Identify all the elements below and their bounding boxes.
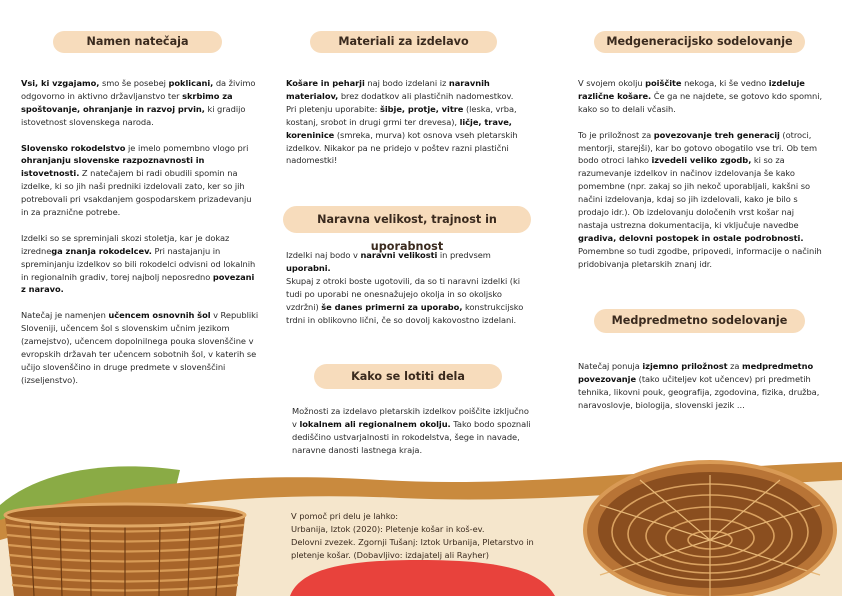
heading-medgeneracijsko-sodelovanje: Medgeneracijsko sodelovanje (594, 31, 805, 53)
heading-naravna-velikost: Naravna velikost, trajnost in uporabnost (283, 206, 531, 233)
text-naravna-velikost (286, 249, 532, 326)
paragraph: Izdelki naj bodo v naravni velikosti in predvsem uporabni. Skupaj z otroki boste ugotovili, da so ti naravni izdelki (ki tudi po uporabi ne onesnažujejo okolja in so okoljsko vzdržni) še danes primerni za uporabo, konstrukcijsko trdni in oblikovno lični, če so dovolj kakovostno izdelani. (286, 250, 524, 325)
heading-medpredmetno-sodelovanje: Medpredmetno sodelovanje (594, 309, 805, 333)
paragraph: Vsi, ki vzgajamo, smo še posebej poklicani, da živimo odgovorno in aktivno državljanstvo ter skrbimo za spoštovanje, ohranjanje in razvoj prvin, ki gradijo istovetnost slovenskega naroda. (21, 78, 256, 127)
text-kako-se-lotiti-dela (292, 405, 532, 457)
paragraph: Izdelki so se spreminjali skozi stoletja, kar je dokaz izrednega znanja rokodelcev. Pri nastajanju in spreminjanju izdelkov so bili rokodelci odvisni od lokalnih in regionalnih gradiv, torej najbolj neposredno povezani z naravo. (21, 232, 256, 295)
paragraph: V svojem okolju poiščite nekoga, ki še vedno izdeluje različne košare. Če ga ne najdete, se gotovo kdo spomni, kako so to delali včasih. (578, 78, 823, 114)
text-namen-natecaja (21, 77, 259, 387)
paragraph: Košare in peharji naj bodo izdelani iz naravnih materialov, brez dodatkov ali plastičnih nadomestkov. Pri pletenju uporabite: šibje, protje, vitre (leska, vrba, kostanj, srobot in drugi grmi ter drevesa), ličje, trave, koreninice (smreka, murva) kot osnova vseh pletarskih izdelkov. Nikakor pa ne pridejo v poštev razni plastični nadomestki! (286, 78, 518, 166)
wicker-bowl-right-image (585, 462, 835, 596)
paragraph: Slovensko rokodelstvo je imelo pomembno vlogo pri ohranjanju slovenske razpoznavnosti in istovetnosti. Z natečajem bi radi obudili spomin na izdelke, ki so jih naši predniki izdelovali zato, ker so jih potrebovali pri vsakdanjem gospodarskem prizadevanju in za praznične potrebe. (21, 142, 252, 218)
text-materiali-za-izdelavo (286, 77, 532, 167)
text-medgeneracijsko-sodelovanje (578, 77, 824, 271)
paragraph: Natečaj je namenjen učencem osnovnih šol v Republiki Sloveniji, učencem šol s slovenskim učnim jezikom (zamejstvo), učencem dopolnilnega pouka slovenščine v evropskih državah ter učencem sobotnih šol, v katerih se učijo slovenščino in druge predmete v slovenščini (izseljenstvo). (21, 310, 259, 385)
heading-namen-natecaja: Namen natečaja (53, 31, 222, 53)
reference-note: V pomoč pri delu je lahko: Urbanija, Iztok (2020): Pletenje košar in koš-ev. Delovni zvezek. Zgornji Tušanj: Iztok Urbanija, Pletarstvo in pletenje košar. (Dobavljivo: izdajatelj ali Rayher) (291, 511, 534, 560)
paragraph: Možnosti za izdelavo pletarskih izdelkov poiščite izključno v lokalnem ali regionalnem okolju. Tako bodo spoznali dediščino ustvarjalnosti in rokodelstva, šege in navade, naravne danosti lastnega kraja. (292, 406, 531, 455)
heading-kako-se-lotiti-dela: Kako se lotiti dela (314, 364, 502, 389)
wicker-basket-left-image (5, 504, 245, 596)
paragraph: Natečaj ponuja izjemno priložnost za medpredmetno povezovanje (tako učiteljev kot učencev) pri predmetih tehnika, likovni pouk, geografija, zgodovina, fizika, družba, naravoslovje, biologija, slovenski jezik ... (578, 361, 820, 410)
heading-materiali-za-izdelavo: Materiali za izdelavo (310, 31, 497, 53)
paragraph: To je priložnost za povezovanje treh generacij (otroci, mentorji, starejši), kar bo gotovo obogatilo vse tri. Ob tem bodo otroci lahko izvedeli veliko zgodb, ki so za razumevanje izdelkov in načinov izdelovanja še kako pomembne (npr. zakaj so jih nekoč uporabljali, kakšni so načini izdelovanja, kdaj so jih izdelovali, kako je bilo s prodajo idr.). Ob izdelovanju določenih vrst košar naj nastaja ustrezna dokumentacija, ki vključuje navedbe gradiva, delovni postopek in ostale podrobnosti. Pomembne so tudi zgodbe, pripovedi, informacije o načinih pridobivanja pletarskih znanj idr. (578, 129, 822, 269)
text-medpredmetno-sodelovanje (578, 360, 824, 412)
